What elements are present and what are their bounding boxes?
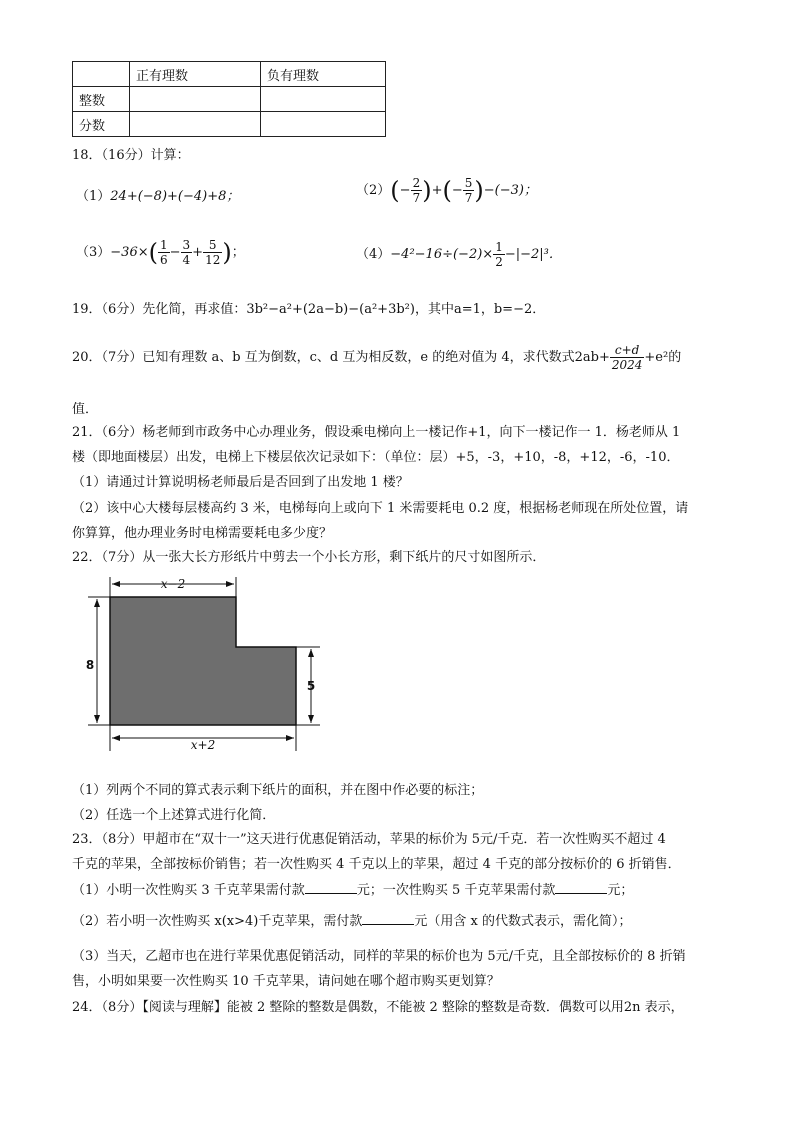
numerator: 5: [464, 176, 473, 190]
numerator: 2: [412, 176, 421, 190]
numerator: 1: [159, 238, 168, 252]
plus-sign: +: [192, 245, 204, 260]
q18-p2-tail: −(−3)；: [483, 183, 537, 198]
table-cell: [73, 62, 130, 87]
q23-p2-b: 元（用含 x 的代数式表示，需化简）；: [414, 914, 632, 929]
q21-part2: （2）该中心大楼每层楼高约 3 米，电梯每向上或向下 1 米需要耗电 0.2 度，根据杨老师现在所处位置，请: [72, 501, 689, 516]
table-cell: [130, 112, 261, 137]
label-top: x−2: [160, 577, 186, 591]
denominator: 7: [412, 191, 421, 205]
fraction-1-2: [493, 240, 505, 269]
table-header-positive: 正有理数: [130, 62, 261, 87]
q18-p4-label: （4）: [356, 247, 391, 262]
minus-sign: −: [399, 183, 411, 198]
fraction-1-6: [158, 238, 170, 267]
q18-p3-tail: ；: [231, 245, 245, 260]
q22-part1: （1）列两个不同的算式表示剩下纸片的面积，并在图中作必要的标注；: [72, 783, 484, 798]
table-header-negative: 负有理数: [261, 62, 386, 87]
table-row-label-fraction: 分数: [73, 112, 130, 137]
q18-p3-label: （3）: [76, 245, 111, 260]
answer-blank[interactable]: [555, 881, 607, 894]
fraction-5-12: [203, 238, 222, 267]
q23-p1-a: （1）小明一次性购买 3 千克苹果需付款: [72, 883, 305, 898]
plus-sign: +: [431, 183, 443, 198]
q22-figure: [80, 575, 330, 755]
label-right: 5: [306, 679, 316, 693]
q19-text: 19．（6分）先化简，再求值：3b²−a²+(2a−b)−(a²+3b²)，其中a=1，b=−2．: [72, 302, 546, 317]
denominator: 2024: [611, 358, 643, 372]
q21-part1: （1）请通过计算说明杨老师最后是否回到了出发地 1 楼？: [72, 475, 409, 490]
numerator: 1: [495, 240, 503, 254]
left-paren: (: [148, 238, 158, 267]
table-row: [73, 87, 386, 112]
q21-line1: 21．（6分）杨老师到市政务中心办理业务，假设乘电梯向上一楼记作+1，向下一楼记作一 1．杨老师从 1: [72, 425, 681, 440]
q23-p2-a: （2）若小明一次性购买 x(x>4)千克苹果，需付款: [72, 914, 363, 929]
q20-text-a: 20．（7分）已知有理数 a、b 互为倒数，c、d 互为相反数，e 的绝对值为 4，求代数式2ab+: [72, 350, 610, 365]
minus-sign: −: [451, 183, 463, 198]
table-cell: [130, 87, 261, 112]
q21-part2-cont: 你算算，他办理业务时电梯需要耗电多少度？: [72, 526, 333, 541]
fraction-3-4: [181, 238, 193, 267]
q18-p4-expr: −4²−16÷(−2)×: [390, 247, 494, 262]
q23-part3: （3）当天，乙超市也在进行苹果优惠促销活动，同样的苹果的标价也为 5元/千克，且全部按标价的 8 折销: [72, 949, 686, 964]
q23-part1: [72, 879, 633, 898]
fraction-2-7: [411, 176, 423, 205]
q22-title: 22．（7分）从一张大长方形纸片中剪去一个小长方形，剩下纸片的尺寸如图所示．: [72, 550, 546, 565]
q18-p3-head: −36×: [110, 245, 149, 260]
q22-part2: （2）任选一个上述算式进行化简．: [72, 808, 276, 823]
answer-blank[interactable]: [362, 912, 414, 925]
label-bottom: x+2: [190, 738, 216, 752]
numerator: 3: [182, 238, 191, 252]
left-paren: (: [442, 176, 452, 205]
denominator: 7: [464, 191, 473, 205]
denominator: 12: [205, 253, 221, 267]
remaining-paper-shape: [110, 597, 296, 725]
q18-title: 18．（16分）计算：: [72, 148, 190, 163]
q24-text: 24．（8分）【阅读与理解】能被 2 整除的整数是偶数，不能被 2 整除的整数是奇数．偶数可以用2n 表示，: [72, 1000, 684, 1015]
q20-text-c: 值．: [72, 402, 99, 417]
q23-p1-b: 元；一次性购买 5 千克苹果需付款: [356, 883, 556, 898]
answer-blank[interactable]: [305, 881, 357, 894]
q23-part3-cont: 售，小明如果要一次性购买 10 千克苹果，请问她在哪个超市购买更划算？: [72, 974, 500, 989]
q21-line2: 楼（即地面楼层）出发，电梯上下楼层依次记录如下：（单位：层）+5，-3，+10，-8，+12，-6，-10．: [72, 450, 680, 465]
q23-line2: 千克的苹果，全部按标价销售；若一次性购买 4 千克以上的苹果，超过 4 千克的部分按标价的 6 折销售．: [72, 857, 681, 872]
table-cell: [261, 112, 386, 137]
q18-part1: [76, 185, 239, 204]
q23-p1-c: 元；: [607, 883, 634, 898]
q18-p1-expr: 24+(−8)+(−4)+8；: [110, 189, 240, 204]
denominator: 4: [182, 253, 191, 267]
left-paren: (: [390, 176, 400, 205]
table-cell: [261, 87, 386, 112]
q18-part3: [76, 238, 245, 267]
q23-part2: [72, 910, 631, 929]
label-left: 8: [85, 658, 95, 672]
q23-line1: 23．（8分）甲超市在“双十一”这天进行优惠促销活动，苹果的标价为 5元/千克．若一次性购买不超过 4: [72, 832, 666, 847]
q18-p4-tail: −|−2|³．: [504, 247, 562, 262]
fraction-cd-2024: [610, 343, 645, 372]
q18-p2-label: （2）: [356, 183, 391, 198]
q18-part4: [356, 240, 562, 269]
minus-sign: −: [169, 245, 181, 260]
q18-part2: [356, 176, 537, 205]
table-header-row: [73, 62, 386, 87]
table-row: [73, 112, 386, 137]
denominator: 6: [159, 253, 168, 267]
denominator: 2: [495, 255, 503, 269]
numerator: c+d: [610, 343, 645, 358]
q18-p1-label: （1）: [76, 189, 111, 204]
q20-text-b: +e²的: [644, 350, 682, 365]
right-paren: ): [474, 176, 484, 205]
classification-table: [72, 61, 386, 137]
q20-line: [72, 343, 681, 372]
right-paren: ): [422, 176, 432, 205]
numerator: 5: [203, 238, 222, 253]
right-paren: ): [222, 238, 232, 267]
fraction-5-7: [463, 176, 475, 205]
table-row-label-integer: 整数: [73, 87, 130, 112]
